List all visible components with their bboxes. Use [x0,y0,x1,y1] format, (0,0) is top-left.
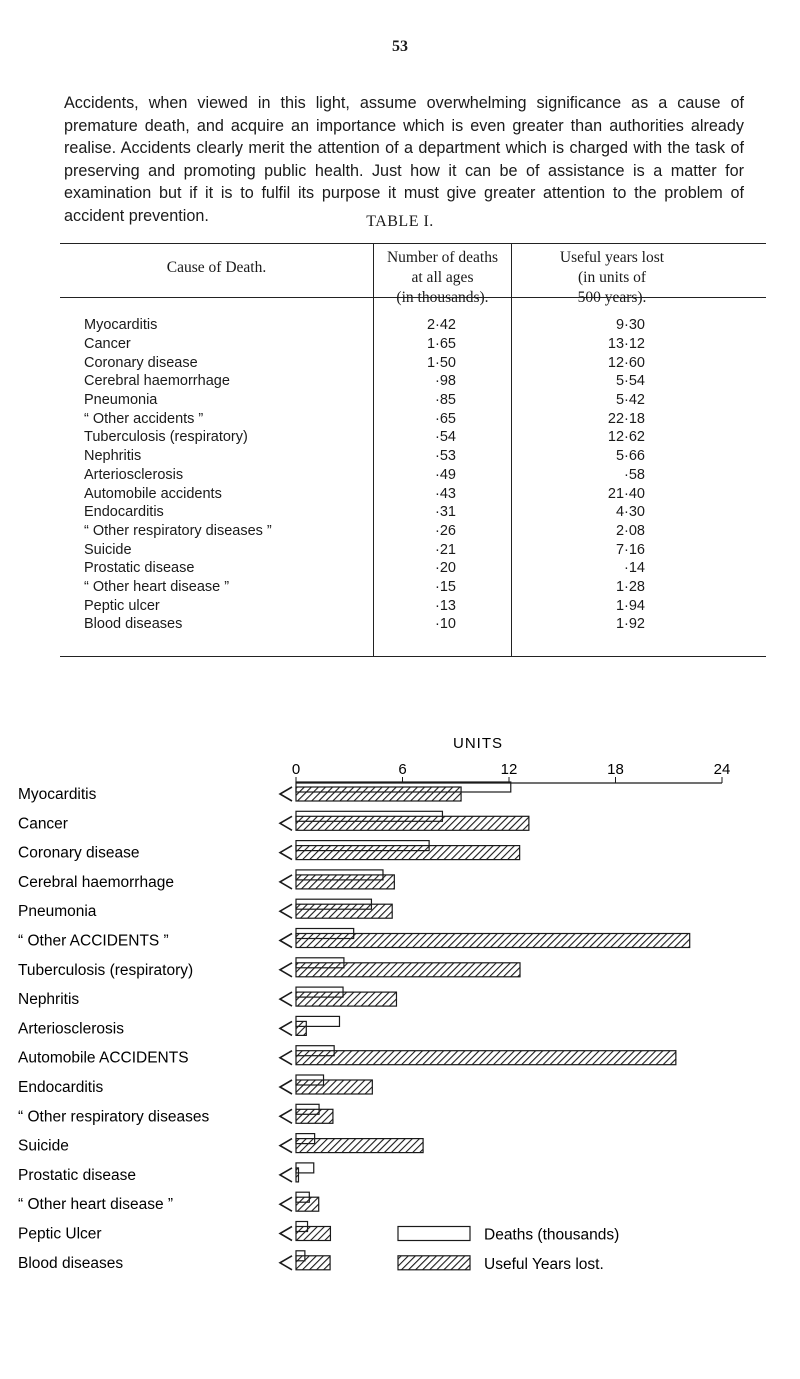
cause-cell: Automobile accidents [84,485,222,502]
legend-label-deaths: Deaths (thousands) [484,1226,620,1244]
row-pointer-icon [280,787,292,801]
table-row [84,559,645,578]
row-pointer-icon [280,846,292,860]
bar-years-lost [296,846,520,860]
category-label: “ Other ACCIDENTS ” [18,932,169,950]
table-row [84,540,645,559]
row-pointer-icon [280,1227,292,1241]
years-cell: 12·60 [607,354,645,371]
bar-years-lost [296,992,396,1006]
row-pointer-icon [280,992,292,1006]
row-pointer-icon [280,1109,292,1123]
x-tick-label: 24 [713,761,731,778]
table-row [84,335,645,354]
cause-cell: Endocarditis [84,504,164,521]
row-pointer-icon [280,1197,292,1211]
row-pointer-icon [280,934,292,948]
deaths-cell: 1·50 [426,354,456,371]
years-cell: ·58 [624,466,645,483]
category-label: Arteriosclerosis [18,1020,124,1038]
cause-cell: Cancer [84,336,131,353]
deaths-cell: ·85 [435,392,456,409]
row-pointer-icon [280,1256,292,1270]
bar-years-lost [296,1109,333,1123]
cause-cell: Arteriosclerosis [84,466,184,483]
bar-years-lost [296,787,461,801]
category-label: Tuberculosis (respiratory) [18,961,194,979]
table-row [84,428,645,447]
x-tick-label: 6 [398,761,407,778]
table-row [84,522,645,541]
intro-paragraph: Accidents, when viewed in this light, assume overwhelming significance as a cause of premature death, and acquire an importance which is even greater than authorities already realise. Accidents clearly merit the attention of a department which is charged with the task of preserving and promoting public health. Just how it can be of assistance is a matter for examination but if it is to fulfil its purpose it must give greater attention to the problem of accident prevention. [64,94,744,225]
legend-swatch-years [398,1256,470,1270]
cause-cell: Blood diseases [84,616,183,633]
table-row [84,484,645,503]
category-label: Peptic Ulcer [18,1225,102,1243]
cause-cell: Tuberculosis (respiratory) [84,429,248,446]
deaths-cell: ·21 [435,541,456,558]
cause-cell: Peptic ulcer [84,597,160,614]
header-cause: Cause of Death. [166,259,267,276]
deaths-cell: ·10 [435,616,456,633]
row-pointer-icon [280,904,292,918]
row-pointer-icon [280,875,292,889]
deaths-cell: ·98 [435,373,456,390]
years-cell: 22·18 [607,410,645,427]
years-cell: 5·54 [615,373,645,390]
row-pointer-icon [280,1080,292,1094]
deaths-cell: ·53 [435,448,456,465]
cause-cell: “ Other respiratory diseases ” [84,522,272,539]
bar-years-lost [296,904,392,918]
category-label: Coronary disease [18,844,140,862]
deaths-cell: ·26 [435,522,456,539]
category-label: Suicide [18,1137,69,1155]
table-row [84,353,645,372]
table-row [84,615,645,634]
years-cell: 7·16 [615,541,645,558]
bar-years-lost [296,875,394,889]
row-pointer-icon [280,1021,292,1035]
category-label: Cerebral haemorrhage [18,873,174,891]
cause-cell: Pneumonia [84,392,158,409]
years-cell: ·14 [624,560,645,577]
cause-cell: Suicide [84,541,132,558]
table-row [84,503,645,522]
chart-title: UNITS [453,735,503,752]
category-label: Blood diseases [18,1254,124,1272]
years-cell: 5·66 [615,448,645,465]
bar-years-lost [296,816,529,830]
row-pointer-icon [280,816,292,830]
deaths-cell: ·65 [435,410,456,427]
years-cell: 1·94 [615,597,645,614]
table-bottom-rule [60,656,766,657]
table-row [84,409,645,428]
cause-cell: Myocarditis [84,317,158,334]
years-cell: 1·28 [615,578,645,595]
bar-years-lost [296,1051,676,1065]
bar-years-lost [296,963,520,977]
bar-years-lost [296,1256,330,1270]
table-title: TABLE I. [366,213,434,230]
deaths-cell: ·54 [435,429,456,446]
table-row [84,596,645,615]
page-number: 53 [392,38,408,55]
cause-cell: “ Other heart disease ” [84,578,230,595]
bar-years-lost [296,1021,306,1035]
table-row [84,466,645,485]
category-label: Cancer [18,815,68,833]
deaths-cell: ·31 [435,504,456,521]
table-top-rule [60,243,766,244]
table-row [84,447,645,466]
category-label: “ Other respiratory diseases [18,1108,210,1126]
cause-cell: Coronary disease [84,354,198,371]
row-pointer-icon [280,963,292,977]
years-cell: 12·62 [607,429,645,446]
years-cell: 9·30 [615,317,645,334]
row-pointer-icon [280,1139,292,1153]
header-deaths: Number of deaths at all ages (in thousands). [386,249,499,306]
years-cell: 5·42 [615,392,645,409]
years-cell: 1·92 [615,616,645,633]
category-label: Automobile ACCIDENTS [18,1049,189,1067]
deaths-table [84,316,645,634]
bar-years-lost [296,1227,330,1241]
x-tick-label: 0 [291,761,301,778]
category-label: “ Other heart disease ” [18,1196,174,1214]
category-label: Prostatic disease [18,1166,137,1184]
years-cell: 4·30 [615,504,645,521]
deaths-cell: ·49 [435,466,456,483]
years-cell: 13·12 [607,336,645,353]
category-label: Myocarditis [18,786,97,803]
deaths-cell: 1·65 [426,336,456,353]
legend-label-years: Useful Years lost. [484,1255,604,1273]
row-pointer-icon [280,1051,292,1065]
bar-years-lost [296,934,690,948]
deaths-cell: ·20 [435,560,456,577]
row-pointer-icon [280,1168,292,1182]
units-chart [0,730,800,1370]
cause-cell: “ Other accidents ” [84,410,204,427]
years-cell: 2·08 [615,522,645,539]
legend-swatch-deaths [398,1227,470,1241]
x-tick-label: 12 [500,761,518,778]
table-row [84,316,645,335]
cause-cell: Cerebral haemorrhage [84,373,230,390]
years-cell: 21·40 [607,485,645,502]
bar-years-lost [296,1080,372,1094]
table-row [84,391,645,410]
deaths-cell: ·13 [435,597,456,614]
bar-years-lost [296,1197,319,1211]
cause-cell: Prostatic disease [84,560,195,577]
table-row [84,372,645,391]
deaths-cell: ·15 [435,578,456,595]
category-label: Endocarditis [18,1079,104,1096]
deaths-cell: 2·42 [426,317,456,334]
deaths-cell: ·43 [435,485,456,502]
cause-cell: Nephritis [84,448,142,465]
category-label: Pneumonia [18,903,97,921]
table-row [84,578,645,597]
header-years: Useful years lost (in units of 500 years). [559,249,665,306]
category-label: Nephritis [18,991,80,1009]
x-tick-label: 18 [607,761,624,778]
